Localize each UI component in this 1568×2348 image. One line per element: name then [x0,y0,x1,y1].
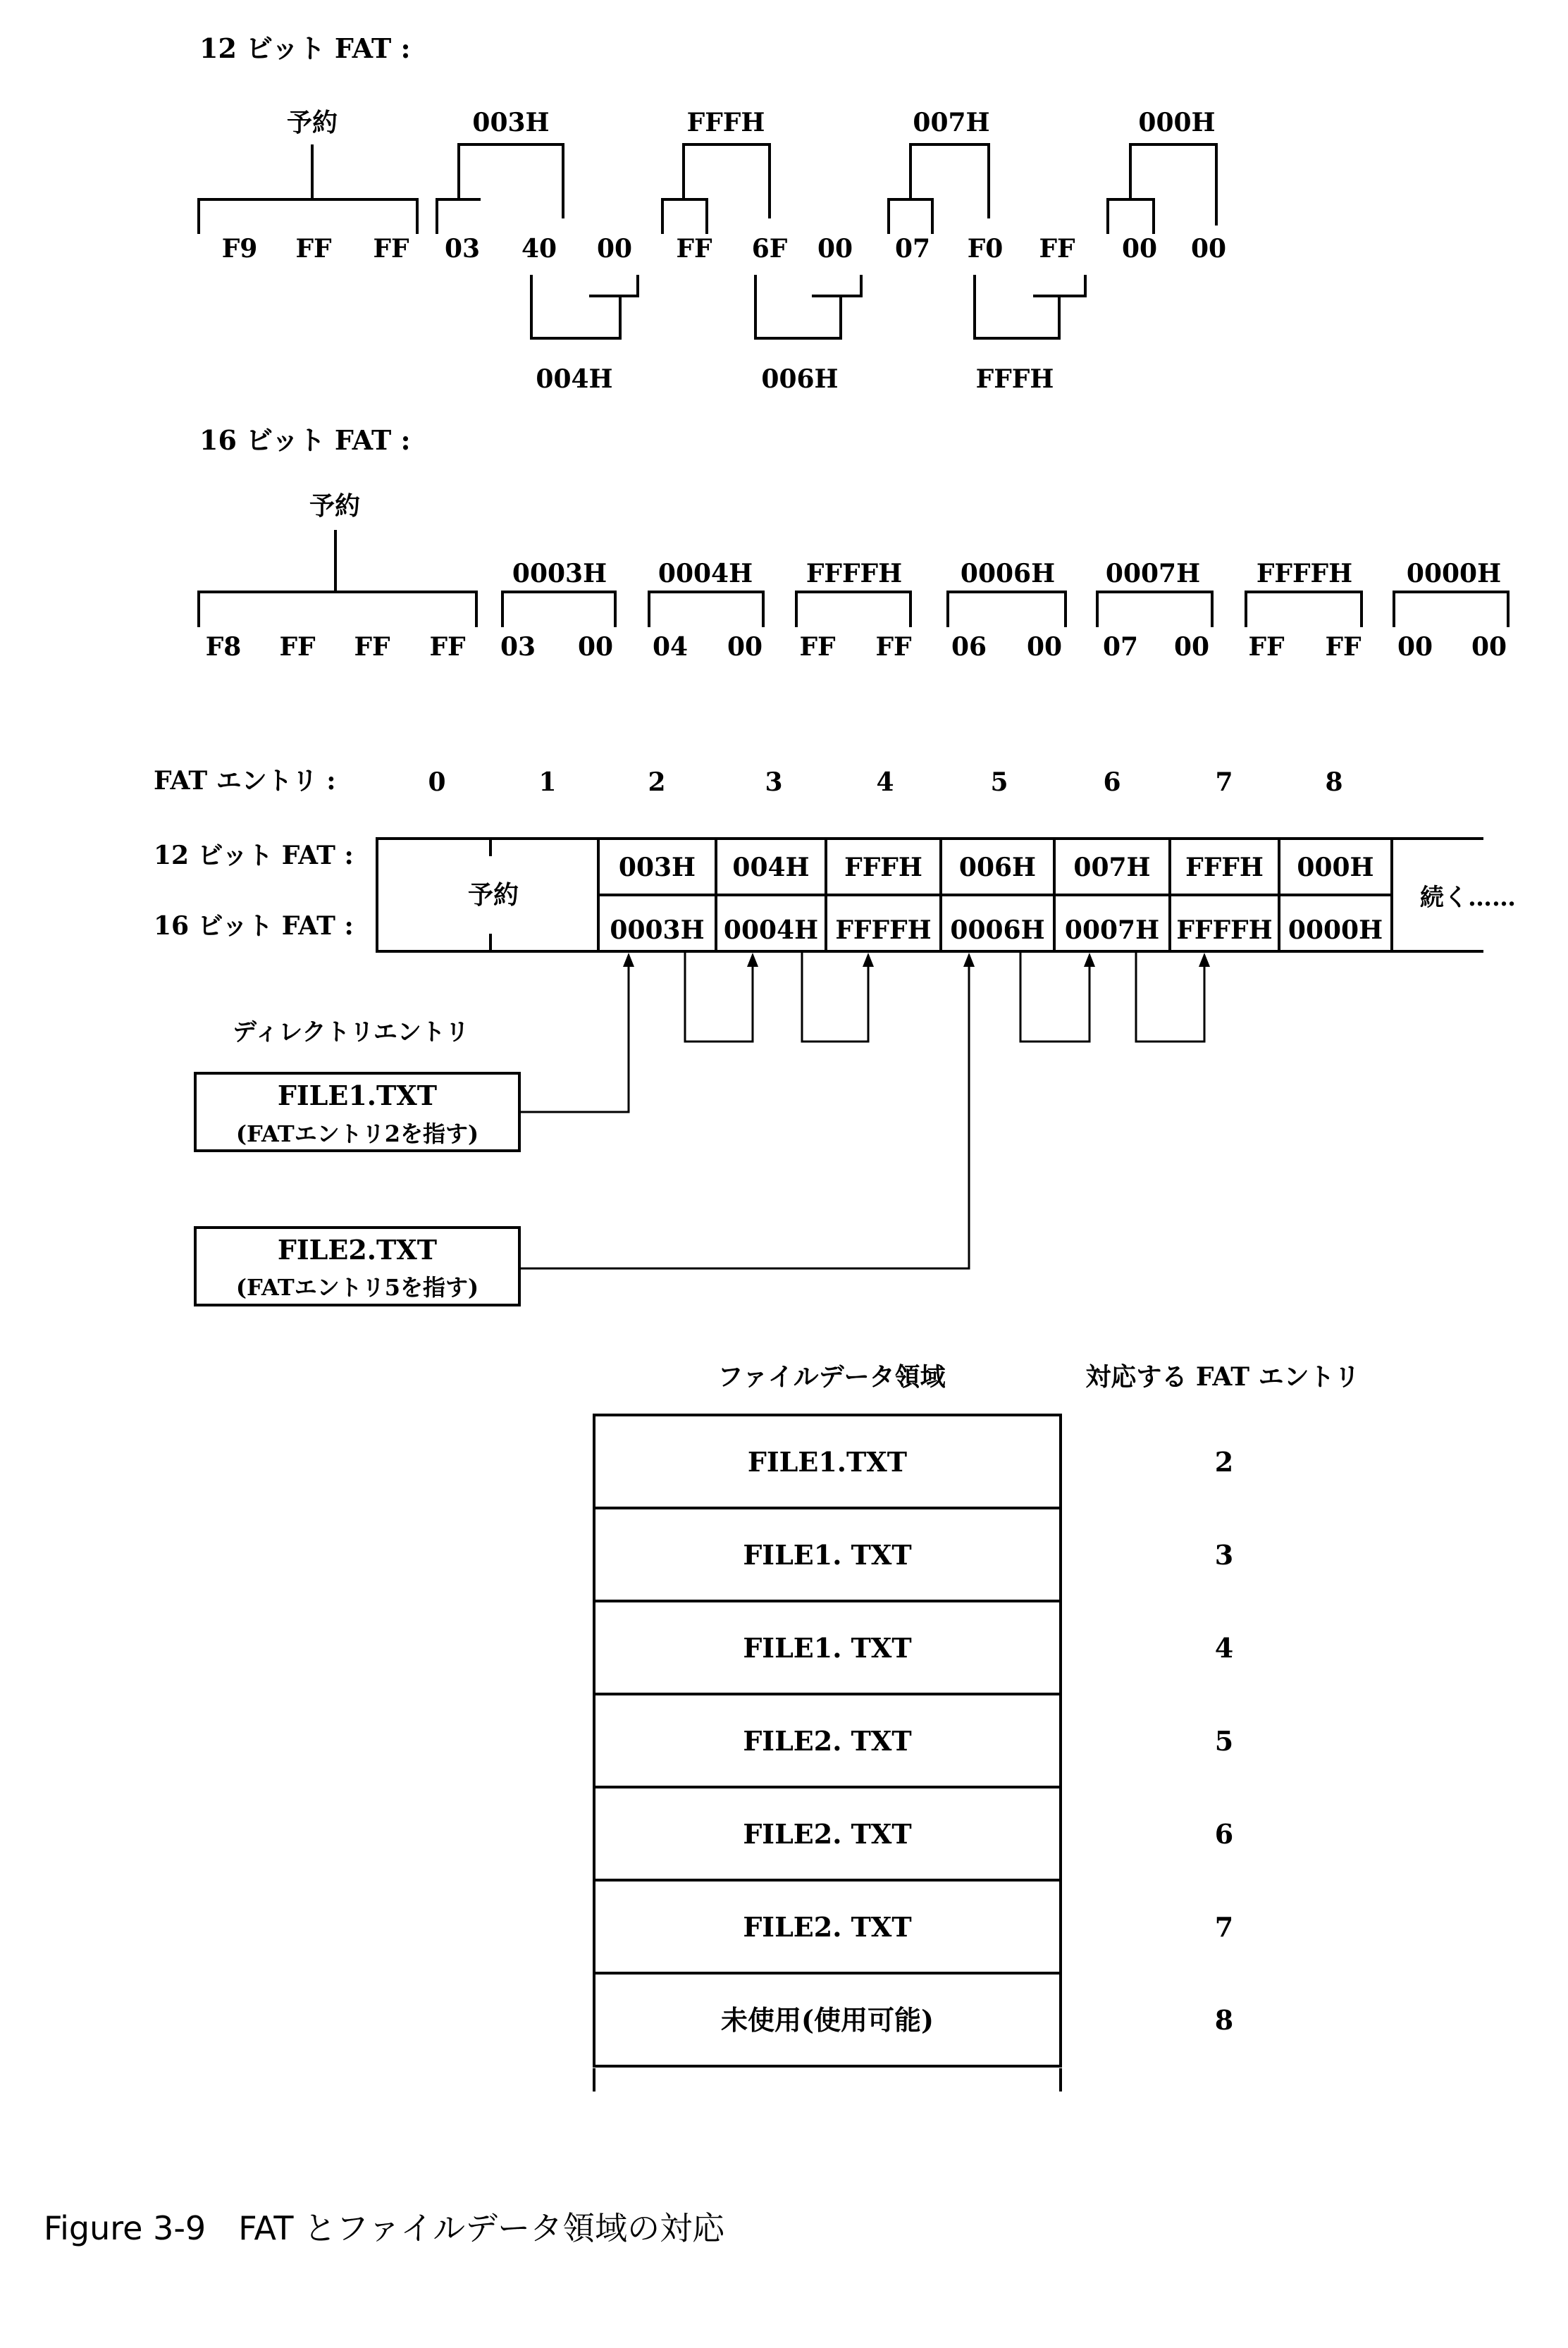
fat12-byte: 6F [751,234,788,264]
row16-label: 16 ビット FAT : [154,911,354,941]
fat12-entry-bracket [437,144,563,234]
data-area-section [594,1362,1360,2091]
fat16-byte: 04 [652,632,689,662]
fat16-section [199,424,1508,662]
fat12-byte: FF [1039,234,1075,264]
fat16-entry-bracket [1394,592,1508,627]
directory-title: ディレクトリエントリ [233,1018,469,1046]
fat12-table-cell: 004H [732,853,810,882]
fat12-table-cell: 007H [1073,853,1151,882]
chain-arrow [1020,951,1089,1042]
fat12-byte: 00 [1121,234,1158,264]
fat16-byte: 00 [1173,632,1210,662]
fat12-byte: FF [295,234,332,264]
fat12-byte: 03 [444,234,481,264]
fat12-byte: 07 [894,234,931,264]
fat16-entry-label: FFFFH [1256,559,1353,588]
fat12-entry-label: FFFH [686,108,765,137]
data-area-row-label: FILE2. TXT [743,1725,912,1757]
fat12-table-cell: FFFH [1185,853,1264,882]
fat16-entry-label: 0004H [658,559,753,588]
fat16-byte: 00 [1026,632,1063,662]
fat16-table-cell: FFFFH [835,915,932,945]
fat12-table-cell: FFFH [844,853,922,882]
entry-row-label: FAT エントリ : [154,766,336,796]
fat16-byte: 00 [577,632,614,662]
fat16-table-cell: 0003H [610,915,705,945]
fat16-table-cell: 0000H [1288,915,1383,945]
data-area-row-entry: 7 [1214,1911,1234,1943]
fat12-heading: 12 ビット FAT : [199,32,411,64]
directory-pointer-line [519,958,629,1112]
data-area-row-label: FILE2. TXT [743,1818,912,1850]
fat-entry-table [154,766,1516,1042]
fat-entry-number: 0 [428,767,446,797]
fat12-table-cell: 000H [1297,853,1374,882]
fat12-byte: F0 [967,234,1004,264]
fat16-reserved-label: 予約 [309,491,361,521]
fat12-entry-bracket [662,144,770,234]
fat16-entry-label: FFFFH [805,559,903,588]
fat12-entry-label: 004H [536,364,613,394]
fat16-byte: 00 [727,632,763,662]
data-area-row-entry: 8 [1214,2004,1234,2036]
fat16-table-cell: FFFFH [1176,915,1273,945]
fat12-table-cell: 003H [618,853,696,882]
fat16-entry-bracket [649,592,763,627]
fat16-byte: FF [875,632,912,662]
fat16-byte: 06 [951,632,987,662]
fat12-entry-bracket [755,275,861,338]
fat12-reserved-label: 予約 [286,108,338,137]
fat16-table-cell: 0006H [950,915,1045,945]
directory-entry-name: FILE1.TXT [277,1080,438,1111]
chain-arrow [1136,951,1204,1042]
fat-entry-number: 4 [876,767,894,797]
fat12-reserved-bracket [199,144,417,234]
data-area-entry-col-title: 対応する FAT エントリ [1085,1362,1360,1392]
fat-entry-number: 7 [1215,767,1233,797]
arrowhead [863,953,874,967]
data-area-row-entry: 6 [1214,1818,1234,1850]
fat12-entry-bracket [531,275,638,338]
fat16-byte: FF [354,632,390,662]
data-area-row-label: FILE1. TXT [743,1539,912,1571]
fat16-entry-bracket [1246,592,1362,627]
data-area-open-bottom [594,2068,1061,2091]
directory-pointer-line [519,958,969,1268]
data-area-row-entry: 2 [1214,1446,1234,1478]
arrowhead [963,953,975,967]
fat12-byte: 40 [521,234,557,264]
fat12-byte: 00 [1190,234,1227,264]
fat16-byte: FF [1325,632,1362,662]
fat16-entry-bracket [502,592,615,627]
fat12-byte: 00 [817,234,853,264]
arrowhead [1199,953,1210,967]
fat12-entry-bracket [1108,144,1216,234]
fat16-entry-label: 0007H [1105,559,1201,588]
fat16-byte: FF [1248,632,1285,662]
fat16-byte: 03 [500,632,536,662]
fat16-byte: F8 [205,632,242,662]
fat12-entry-bracket [975,275,1085,338]
data-area-row-label: FILE1.TXT [747,1446,908,1478]
fat16-table-cell: 0004H [723,915,819,945]
directory-entry-note: (FATエントリ2を指す) [235,1120,479,1147]
fat16-entry-label: 0000H [1406,559,1502,588]
fat12-entry-bracket [889,144,989,234]
fat12-section [199,32,1226,394]
fat16-byte: 00 [1471,632,1507,662]
fat12-entry-label: 007H [913,108,990,137]
fat16-table-cell: 0007H [1064,915,1160,945]
fat16-entry-bracket [1097,592,1212,627]
fat16-byte: 00 [1397,632,1433,662]
data-area-row-label: FILE2. TXT [743,1911,912,1943]
arrowhead [1084,953,1095,967]
fat12-entry-label: 000H [1138,108,1216,137]
data-area-title: ファイルデータ領域 [717,1362,946,1392]
row12-label: 12 ビット FAT : [154,841,354,870]
fat16-entry-bracket [948,592,1066,627]
directory-section [195,953,975,1305]
fat-entry-number: 3 [765,767,783,797]
fat12-entry-label: FFFH [975,364,1054,394]
fat-entry-number: 1 [538,767,557,797]
data-area-row-label: FILE1. TXT [743,1632,912,1664]
fat-entry-number: 2 [648,767,666,797]
data-area-row-entry: 5 [1214,1725,1234,1757]
fat-entry-number: 6 [1103,767,1121,797]
chain-arrow [802,951,868,1042]
fat12-byte: FF [373,234,409,264]
table-continue-label: 続く…… [1420,884,1516,912]
fat12-entry-label: 006H [761,364,839,394]
data-area-row-label: 未使用(使用可能) [721,2004,934,2036]
fat-entry-number: 5 [990,767,1008,797]
fat16-reserved-bracket [199,530,476,627]
chain-arrow [685,951,753,1042]
table-reserved-label: 予約 [467,880,519,910]
fat16-byte: 07 [1102,632,1139,662]
figure-caption: Figure 3-9 FAT とファイルデータ領域の対応 [44,2209,725,2247]
fat16-entry-bracket [796,592,910,627]
fat12-byte: 00 [596,234,633,264]
fat12-byte: F9 [221,234,258,264]
data-area-row-entry: 4 [1214,1632,1234,1664]
arrowhead [747,953,758,967]
fat16-byte: FF [279,632,316,662]
directory-entry-note: (FATエントリ5を指す) [235,1274,479,1301]
fat16-heading: 16 ビット FAT : [199,424,411,456]
fat16-entry-label: 0003H [512,559,607,588]
arrowhead [623,953,634,967]
fat12-byte: FF [676,234,712,264]
fat12-entry-label: 003H [472,108,550,137]
fat16-entry-label: 0006H [960,559,1056,588]
fat-entry-number: 8 [1325,767,1343,797]
directory-entry-name: FILE2.TXT [277,1234,438,1266]
data-area-row-entry: 3 [1214,1539,1234,1571]
fat16-byte: FF [799,632,836,662]
fat16-byte: FF [429,632,466,662]
fat12-table-cell: 006H [958,853,1037,882]
